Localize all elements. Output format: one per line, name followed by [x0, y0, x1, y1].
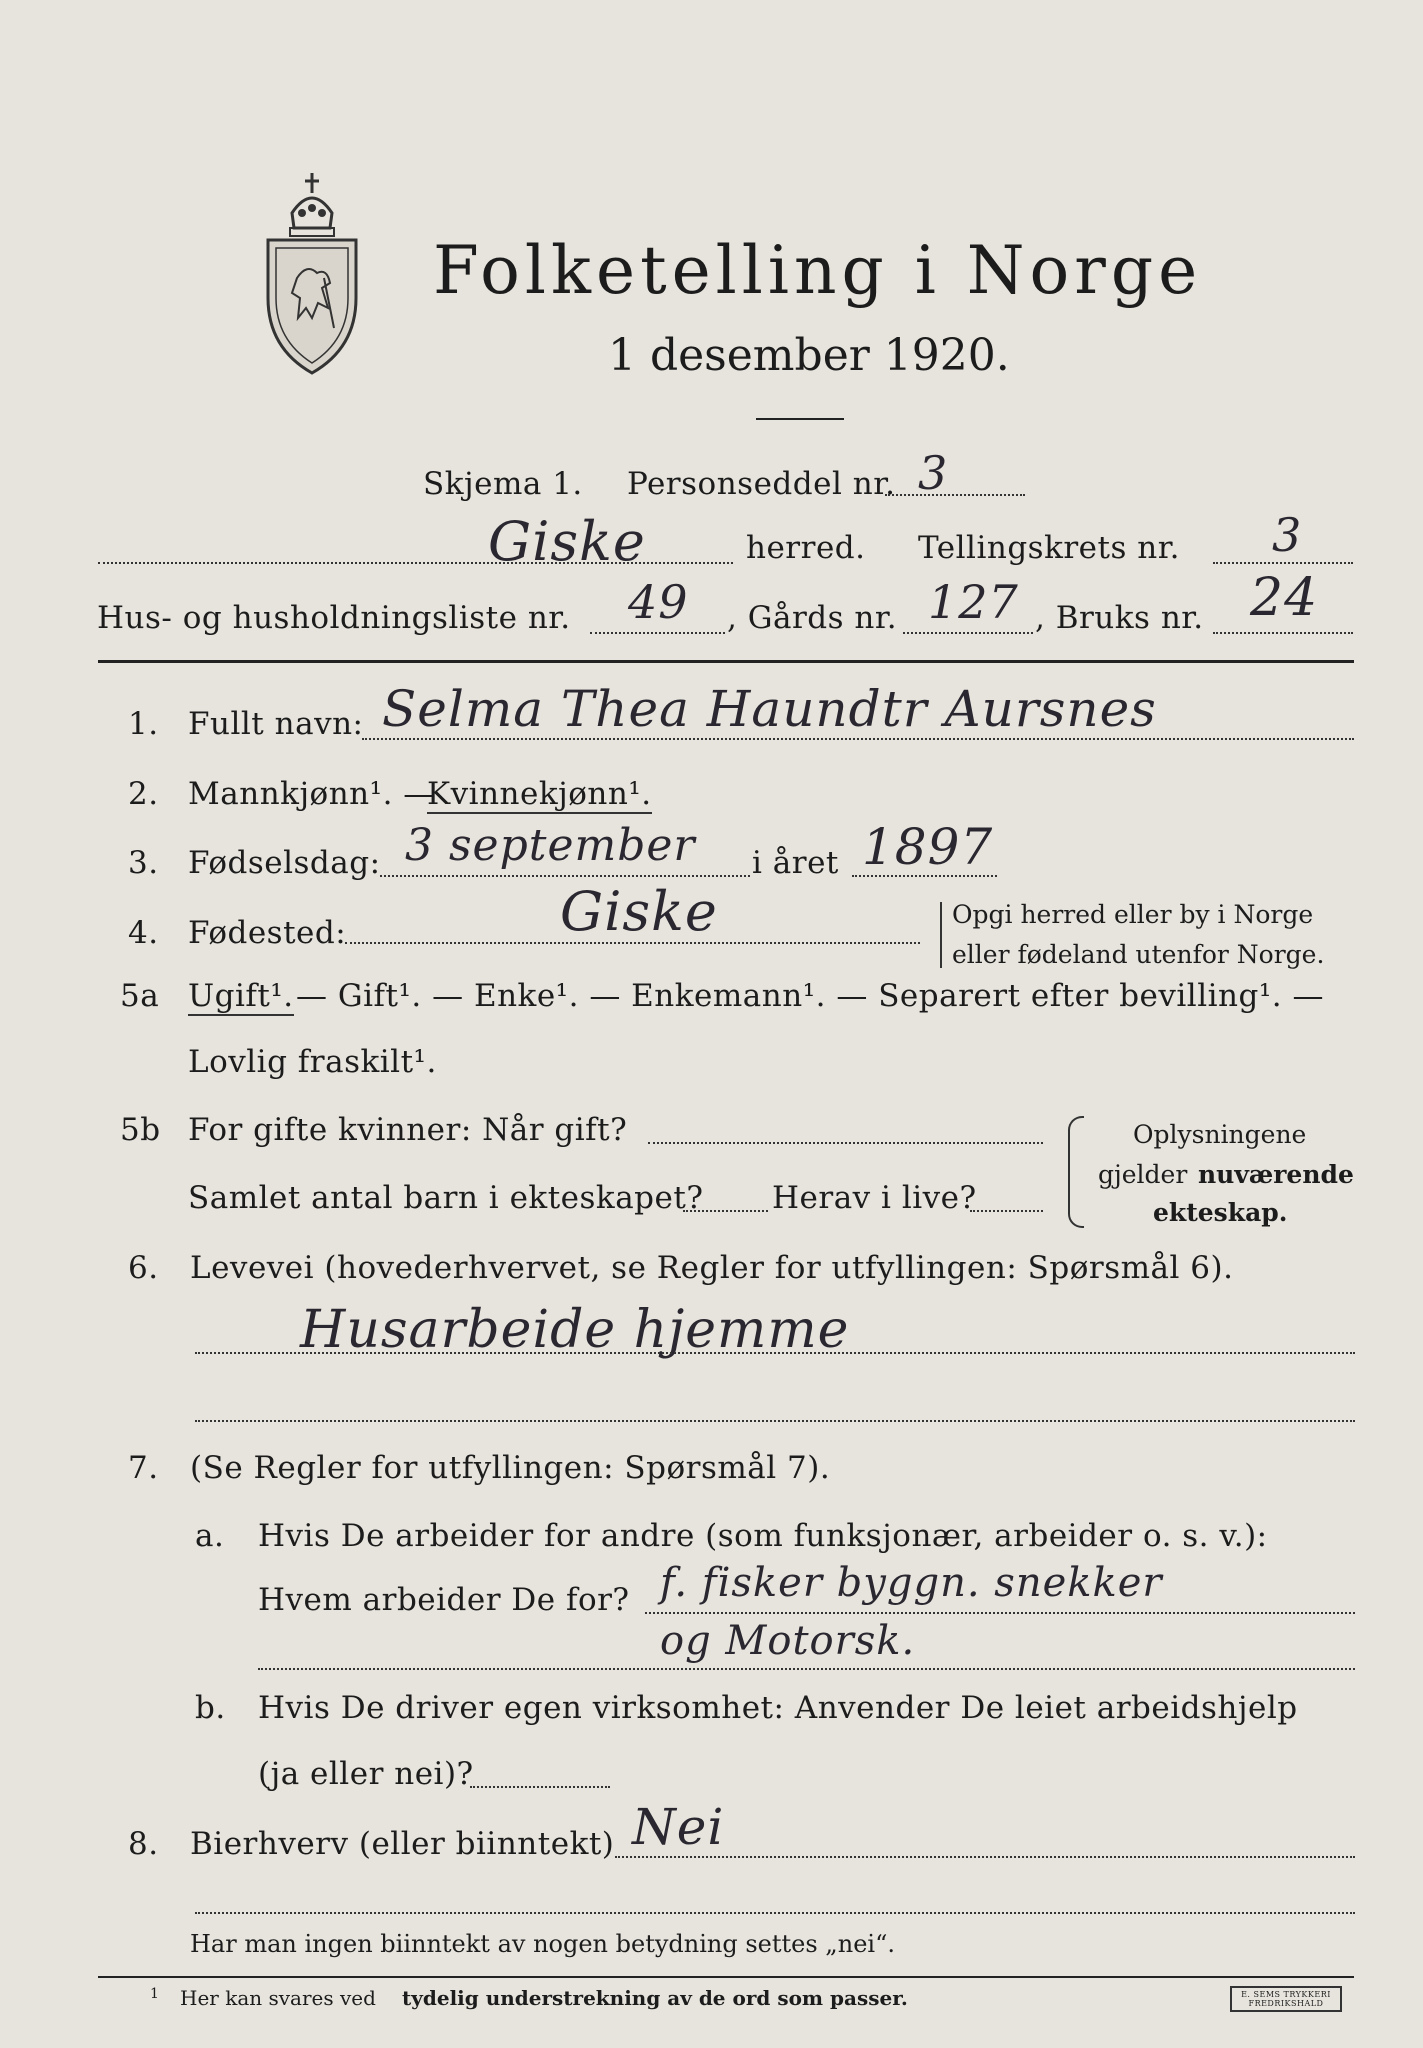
- husliste-line: [590, 632, 725, 634]
- q1-number: 1.: [128, 706, 159, 742]
- q5b-note2b: nuværende: [1198, 1160, 1354, 1189]
- birthplace-value: Giske: [560, 880, 718, 943]
- tellingskrets-value: 3: [1272, 508, 1303, 562]
- q5b-note1: Oplysningene: [1133, 1120, 1307, 1149]
- q7b-question: (ja eller nei)?: [258, 1756, 474, 1792]
- occupation-value: Husarbeide hjemme: [300, 1300, 850, 1360]
- skjema-label: Skjema 1.: [423, 466, 583, 502]
- header-divider: [98, 660, 1354, 663]
- herred-value: Giske: [488, 510, 646, 573]
- q2-kvinne-underlined: Kvinnekjønn¹.: [427, 776, 652, 812]
- q7a-question: Hvem arbeider De for?: [258, 1582, 630, 1618]
- q4-note-line1: Opgi herred eller by i Norge: [952, 900, 1314, 929]
- birth-year-value: 1897: [862, 818, 994, 876]
- footer-note: Har man ingen biinntekt av nogen betydning settes „nei“.: [190, 1930, 895, 1958]
- personseddel-value: 3: [918, 446, 949, 500]
- q1-line: [362, 738, 1354, 740]
- q7a-line2: [258, 1668, 1355, 1670]
- q5b-label1: For gifte kvinner: Når gift?: [188, 1112, 628, 1148]
- coat-of-arms-icon: [262, 168, 362, 378]
- q6-number: 6.: [128, 1250, 159, 1286]
- q7-label: (Se Regler for utfyllingen: Spørsmål 7).: [190, 1450, 831, 1486]
- q5b-line1: [648, 1142, 1043, 1144]
- q7b-label: Hvis De driver egen virksomhet: Anvender De leiet arbeidshjelp: [258, 1690, 1298, 1726]
- q4-note-brace: [940, 902, 942, 968]
- q7a-line1: [645, 1612, 1355, 1614]
- printer-stamp: E. SEMS TRYKKERI FREDRIKSHALD: [1230, 1986, 1342, 2012]
- title-divider: [756, 418, 844, 420]
- q7a-number: a.: [195, 1518, 225, 1554]
- form-title: Folketelling i Norge: [433, 232, 1203, 309]
- q7a-label: Hvis De arbeider for andre (som funksjonær, arbeider o. s. v.):: [258, 1518, 1268, 1554]
- q6-line2: [195, 1420, 1355, 1422]
- q8-label: Bierhverv (eller biinntekt): [190, 1826, 615, 1862]
- q7b-line: [470, 1786, 610, 1788]
- employer-value-line1: f. fisker byggn. snekker: [660, 1560, 1163, 1606]
- q4-note-line2: eller fødeland utenfor Norge.: [952, 940, 1325, 969]
- q1-label: Fullt navn:: [188, 706, 364, 742]
- q3-label: Fødselsdag:: [188, 845, 381, 881]
- q5b-label2: Samlet antal barn i ekteskapet?: [188, 1180, 704, 1216]
- q5a-ugift-underlined: Ugift¹.: [188, 978, 294, 1014]
- q6-line1: [195, 1352, 1355, 1354]
- q2-number: 2.: [128, 776, 159, 812]
- tellingskrets-line: [1213, 562, 1353, 564]
- employer-value-line2: og Motorsk.: [660, 1618, 916, 1664]
- personseddel-line: [885, 494, 1025, 496]
- q8-number: 8.: [128, 1826, 159, 1862]
- q5b-label3: Herav i live?: [772, 1180, 977, 1216]
- husliste-value: 49: [628, 575, 689, 629]
- q7b-number: b.: [195, 1690, 226, 1726]
- footnote-text-a: Her kan svares ved: [180, 1986, 376, 2010]
- q4-number: 4.: [128, 915, 159, 951]
- q5b-line2: [683, 1210, 768, 1212]
- q5b-line3: [970, 1210, 1043, 1212]
- husliste-label: Hus- og husholdningsliste nr.: [97, 600, 571, 636]
- q8-line1: [615, 1856, 1355, 1858]
- q4-label: Fødested:: [188, 915, 347, 951]
- q5a-number: 5a: [120, 978, 160, 1014]
- q5b-note2a: gjelder: [1098, 1160, 1188, 1189]
- q5b-note-brace: [1068, 1116, 1084, 1228]
- footer-divider: [98, 1976, 1354, 1978]
- q5b-number: 5b: [120, 1112, 161, 1148]
- side-income-value: Nei: [632, 1798, 725, 1856]
- herred-label: herred.: [746, 530, 866, 566]
- gards-label: , Gårds nr.: [727, 600, 898, 636]
- birth-day-value: 3 september: [405, 820, 696, 871]
- q5a-options: — Gift¹. — Enke¹. — Enkemann¹. — Separert efter bevilling¹. —: [296, 978, 1324, 1014]
- personseddel-label: Personseddel nr.: [627, 466, 896, 502]
- bruks-value: 24: [1250, 568, 1319, 628]
- gards-value: 127: [928, 575, 1019, 629]
- q5a-line2: Lovlig fraskilt¹.: [188, 1044, 437, 1080]
- tellingskrets-label: Tellingskrets nr.: [918, 530, 1180, 566]
- q7-number: 7.: [128, 1450, 159, 1486]
- q6-label: Levevei (hovederhvervet, se Regler for utfyllingen: Spørsmål 6).: [190, 1250, 1234, 1286]
- footnote-mark: 1: [150, 1986, 159, 2002]
- q3-year-label: i året: [752, 845, 839, 881]
- q3-number: 3.: [128, 845, 159, 881]
- bruks-line: [1213, 632, 1353, 634]
- q3-day-line: [380, 875, 750, 877]
- footnote-text-b: tydelig understrekning av de ord som passer.: [402, 1986, 908, 2010]
- census-date: 1 desember 1920.: [608, 330, 1010, 381]
- bruks-label: , Bruks nr.: [1035, 600, 1204, 636]
- gards-line: [903, 632, 1033, 634]
- q2-mann: Mannkjønn¹. —: [188, 776, 435, 812]
- q8-line2: [195, 1912, 1355, 1914]
- q5b-note3: ekteskap.: [1153, 1198, 1288, 1227]
- full-name-value: Selma Thea Haundtr Aursnes: [382, 680, 1157, 738]
